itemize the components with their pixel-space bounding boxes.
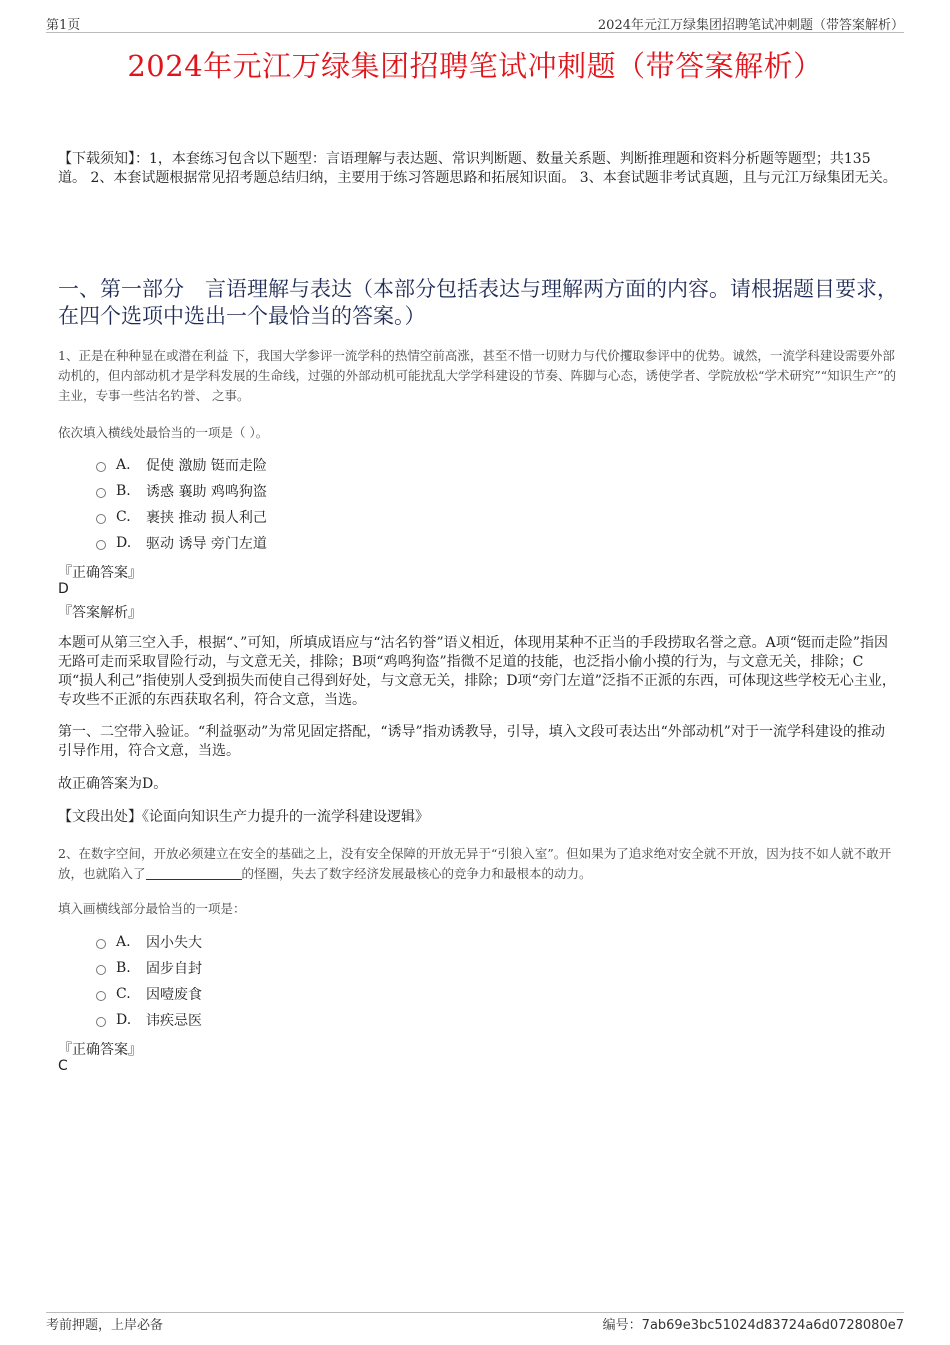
- radio-icon[interactable]: [96, 965, 106, 975]
- answer-value: D: [58, 581, 69, 597]
- footer-slogan: 考前押题，上岸必备: [46, 1318, 164, 1333]
- radio-icon[interactable]: [96, 1017, 106, 1027]
- radio-icon[interactable]: [96, 462, 106, 472]
- option-c[interactable]: C. 裹挟 推动 损人利己: [96, 504, 267, 530]
- radio-icon[interactable]: [96, 514, 106, 524]
- answer-label: 『正确答案』: [58, 1042, 142, 1058]
- answer-label: 『正确答案』: [58, 565, 142, 581]
- question-2-options: [96, 929, 202, 1033]
- option-b[interactable]: B. 固步自封: [96, 955, 202, 981]
- fill-blank: [146, 866, 242, 880]
- text-source: 【文段出处】《论面向知识生产力提升的一流学科建设逻辑》: [58, 809, 429, 825]
- header-doc-title: 2024年元江万绿集团招聘笔试冲刺题（带答案解析）: [597, 18, 904, 33]
- analysis-paragraph: 本题可从第三空入手，根据“、”可知，所填成语应与“沽名钓誉”语义相近，体现用某种不正当的手段捞取名誉之意。A项“铤而走险”指因无路可走而采取冒险行动，与文意无关，排除；B项“鸡鸣狗盗”指微不足道的技能，也泛指小偷小摸的行为，与文意无关，排除；C项“损人利己”指使别人受到损失而使自己得到好处，与文意无关，排除；D项“旁门左道”泛指不正派的东西，可体现这些学校无心主业，专攻些不正派的东西获取名利，符合文意，当选。: [58, 635, 896, 708]
- analysis-conclusion: 故正确答案为D。: [58, 776, 168, 792]
- radio-icon[interactable]: [96, 939, 106, 949]
- radio-icon[interactable]: [96, 991, 106, 1001]
- page-number: 第1页: [46, 18, 81, 33]
- option-b[interactable]: B. 诱惑 襄助 鸡鸣狗盗: [96, 478, 267, 504]
- question-2-text: 2、在数字空间，开放必须建立在安全的基础之上，没有安全保障的开放无异于“引狼入室”。但如果为了追求绝对安全就不开放，因为技不如人就不敢开放，也就陷入了 的怪圈，失去了数字经济发展最核心的竞争力和最根本的动力。: [58, 846, 892, 881]
- answer-value: C: [58, 1058, 68, 1074]
- document-title: 2024年元江万绿集团招聘笔试冲刺题（带答案解析）: [127, 49, 823, 83]
- question-1-prompt: 依次填入横线处最恰当的一项是（ ）。: [58, 425, 269, 440]
- option-d[interactable]: D. 驱动 诱导 旁门左道: [96, 530, 267, 556]
- option-d[interactable]: D. 讳疾忌医: [96, 1007, 202, 1033]
- document-code: 编号：7ab69e3bc51024d83724a6d0728080e7: [602, 1318, 904, 1333]
- option-a[interactable]: A. 促使 激励 铤而走险: [96, 452, 267, 478]
- download-notice: 【下载须知】：1，本套练习包含以下题型：言语理解与表达题、常识判断题、数量关系题、判断推理题和资料分析题等题型；共135道。 2、本套试题根据常见招考题总结归纳，主要用于练习答题思路和拓展知识面。 3、本套试题非考试真题，且与元江万绿集团无关。: [58, 151, 897, 186]
- radio-icon[interactable]: [96, 540, 106, 550]
- question-2-prompt: 填入画横线部分最恰当的一项是：: [58, 901, 246, 916]
- header-divider: [46, 32, 904, 33]
- footer-divider: [46, 1312, 904, 1313]
- section-heading: 一、第一部分 言语理解与表达（本部分包括表达与理解两方面的内容。请根据题目要求，在四个选项中选出一个最恰当的答案。）: [58, 277, 898, 328]
- option-c[interactable]: C. 因噎废食: [96, 981, 202, 1007]
- analysis-paragraph: 第一、二空带入验证。“利益驱动”为常见固定搭配，“诱导”指劝诱教导，引导，填入文段可表达出“外部动机”对于一流学科建设的推动引导作用，符合文意，当选。: [58, 724, 885, 759]
- radio-icon[interactable]: [96, 488, 106, 498]
- question-1-options: [96, 452, 267, 556]
- option-a[interactable]: A. 因小失大: [96, 929, 202, 955]
- analysis-label: 『答案解析』: [58, 605, 142, 621]
- question-1-text: 1、正是在种种显在或潜在利益 下，我国大学参评一流学科的热情空前高涨，甚至不惜一切财力与代价攫取参评中的优势。诚然，一流学科建设需要外部动机的，但内部动机才是学科发展的生命线，过强的外部动机可能扰乱大学学科建设的节奏、阵脚与心态，诱使学者、学院放松“学术研究”“知识生产”的主业，专事一些沽名钓誉、 之事。: [58, 348, 897, 403]
